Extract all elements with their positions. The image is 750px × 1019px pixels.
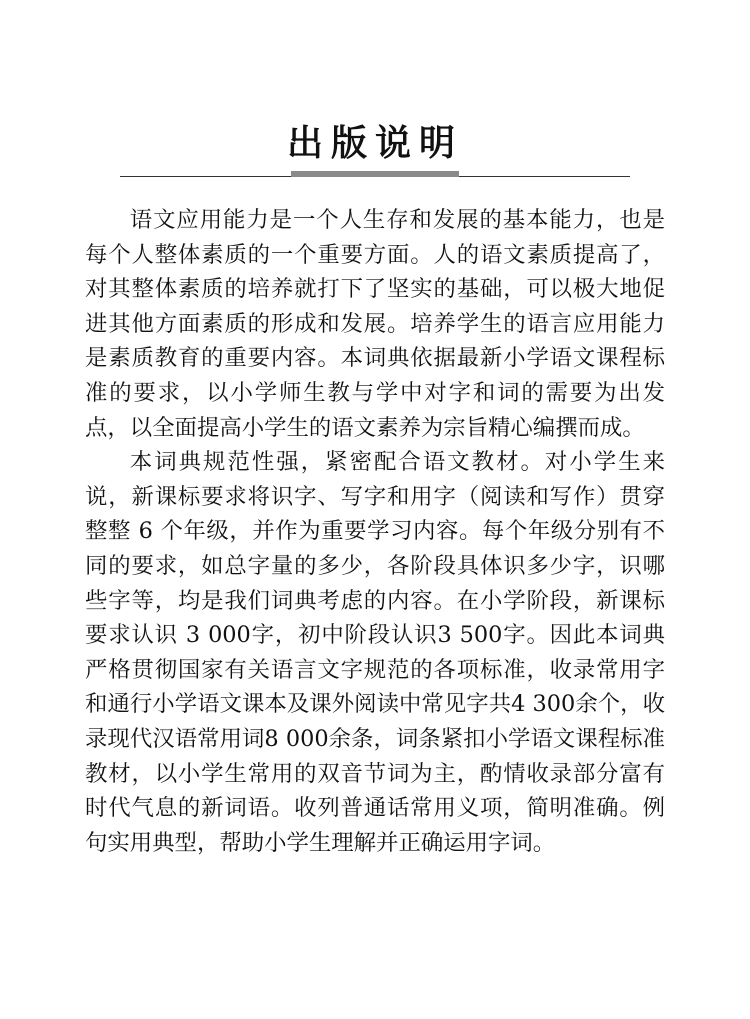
paragraph-1: 语文应用能力是一个人生存和发展的基本能力，也是每个人整体素质的一个重要方面。人的语文素质提高了，对其整体素质的培养就打下了坚实的基础，可以极大地促进其他方面素质的形成和发展。培养学生的语言应用能力是素质教育的重要内容。本词典依据最新小学语文课程标准的要求，以小学师生教与学中对字和词的需要为出发点，以全面提高小学生的语文素养为宗旨精心编撰而成。 — [85, 207, 665, 441]
page-title: 出版说明 — [286, 123, 463, 164]
title-accent-bar — [291, 171, 459, 177]
document-body — [85, 203, 665, 860]
paragraph-2: 本词典规范性强，紧密配合语文教材。对小学生来说，新课标要求将识字、写字和用字（阅读和写作）贯穿整整 6 个年级，并作为重要学习内容。每个年级分别有不同的要求，如总字量的多少，各阶段具体识多少字，识哪些字等，均是我们词典考虑的内容。在小学阶段，新课标要求认识 3 000字，初中阶段认识3 500字。因此本词典严格贯彻国家有关语言文字规范的各项标准，收录常用字和通行小学语文课本及课外阅读中常见字共4 300余个，收录现代汉语常用词8 000余条，词条紧扣小学语文课程标准教材，以小学生常用的双音节词为主，酌情收录部分富有时代气息的新词语。收列普通话常用义项，简明准确。例句实用典型，帮助小学生理解并正确运用字词。 — [85, 449, 665, 856]
